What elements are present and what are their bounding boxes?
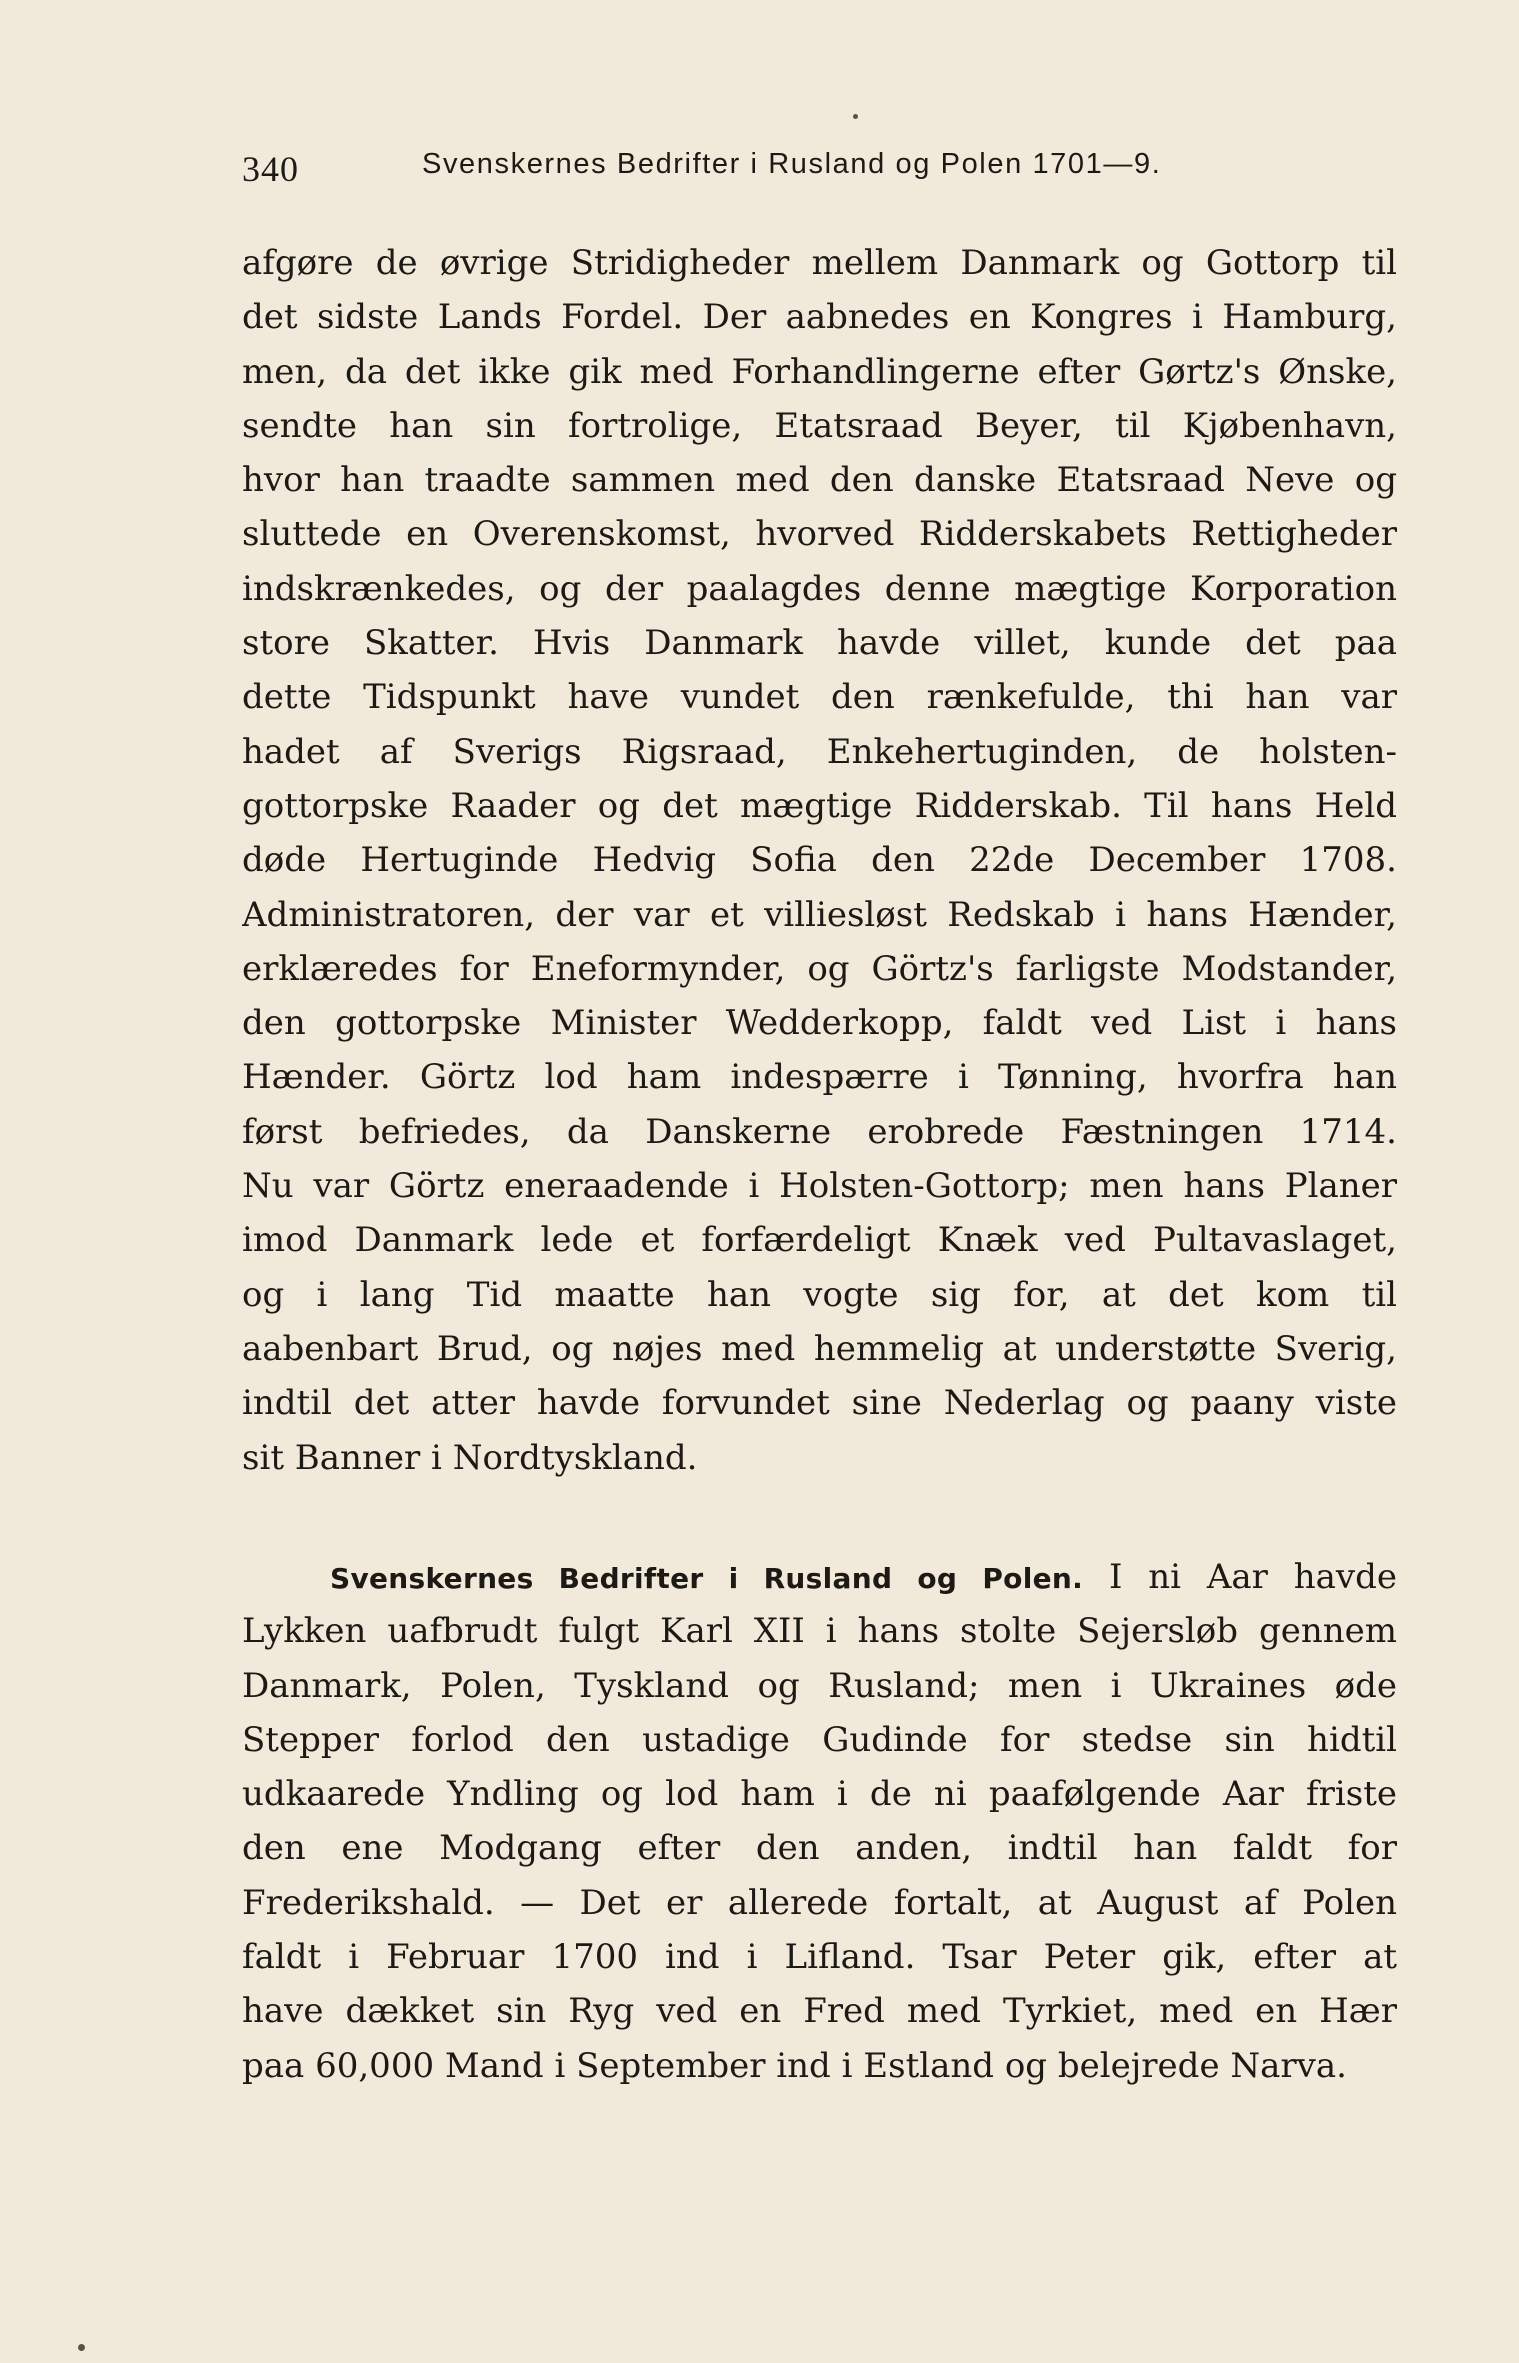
text-line: store Skatter. Hvis Danmark havde villet, kunde det paa	[242, 623, 1397, 664]
text-line: faldt i Februar 1700 ind i Lifland. Tsar Peter gik, efter at	[242, 1937, 1397, 1978]
top-ink-speck	[853, 114, 858, 119]
section-heading: Svenskernes Bedrifter i Rusland og Polen.	[330, 1562, 1084, 1595]
text-line: Nu var Görtz eneraadende i Holsten-Gottorp; men hans Planer	[242, 1166, 1397, 1207]
text-line: Lykken uafbrudt fulgt Karl XII i hans stolte Sejersløb gennem	[242, 1611, 1397, 1652]
text-line: indskrænkedes, og der paalagdes denne mægtige Korporation	[242, 568, 1397, 609]
section-paragraph	[242, 1550, 1397, 2093]
text-line: erklæredes for Eneformynder, og Görtz's farligste Modstander,	[242, 948, 1397, 989]
text-line: hadet af Sverigs Rigsraad, Enkehertuginden, de holsten-	[242, 731, 1397, 772]
text-line: Hænder. Görtz lod ham indespærre i Tønning, hvorfra han	[242, 1057, 1397, 1098]
section-first-line-text: I ni Aar havde	[1108, 1557, 1397, 1597]
text-line: den gottorpske Minister Wedderkopp, faldt ved List i hans	[242, 1003, 1397, 1044]
text-line: men, da det ikke gik med Forhandlingerne efter Gørtz's Ønske,	[242, 351, 1397, 392]
text-line: aabenbart Brud, og nøjes med hemmelig at understøtte Sverig,	[242, 1328, 1397, 1369]
text-line: og i lang Tid maatte han vogte sig for, at det kom til	[242, 1274, 1397, 1315]
bottom-ink-speck	[78, 2344, 85, 2351]
text-line: hvor han traadte sammen med den danske Etatsraad Neve og	[242, 460, 1397, 501]
text-line: Stepper forlod den ustadige Gudinde for stedse sin hidtil	[242, 1719, 1397, 1760]
text-line: sit Banner i Nordtyskland.	[242, 1437, 698, 1478]
text-line: indtil det atter havde forvundet sine Nederlag og paany viste	[242, 1383, 1397, 1424]
text-line: sendte han sin fortrolige, Etatsraad Beyer, til Kjøbenhavn,	[242, 405, 1397, 446]
text-line: døde Hertuginde Hedvig Sofia den 22de December 1708.	[242, 840, 1397, 881]
text-line: imod Danmark lede et forfærdeligt Knæk ved Pultavaslaget,	[242, 1220, 1397, 1261]
text-line: den ene Modgang efter den anden, indtil han faldt for	[242, 1828, 1397, 1869]
text-line: paa 60,000 Mand i September ind i Estland og belejrede Narva.	[242, 2045, 1347, 2086]
text-line: det sidste Lands Fordel. Der aabnedes en Kongres i Hamburg,	[242, 297, 1397, 338]
text-line: udkaarede Yndling og lod ham i de ni paafølgende Aar friste	[242, 1774, 1397, 1815]
text-line: Danmark, Polen, Tyskland og Rusland; men i Ukraines øde	[242, 1665, 1397, 1706]
text-line: afgøre de øvrige Stridigheder mellem Danmark og Gottorp til	[242, 243, 1397, 283]
page-header	[242, 140, 1392, 190]
paragraph-1	[242, 236, 1397, 1485]
running-title: Svenskernes Bedrifter i Rusland og Polen 1701—9.	[422, 148, 1162, 180]
text-line: Frederikshald. — Det er allerede fortalt, at August af Polen	[242, 1882, 1397, 1923]
text-line: sluttede en Overenskomst, hvorved Ridderskabets Rettigheder	[242, 514, 1397, 555]
text-line: gottorpske Raader og det mægtige Ridderskab. Til hans Held	[242, 785, 1397, 826]
text-line: have dækket sin Ryg ved en Fred med Tyrkiet, med en Hær	[242, 1991, 1397, 2032]
text-line: dette Tidspunkt have vundet den rænkefulde, thi han var	[242, 677, 1397, 718]
text-line: Administratoren, der var et villiesløst Redskab i hans Hænder,	[242, 894, 1397, 935]
section-first-line	[242, 1550, 1397, 1604]
text-line: først befriedes, da Danskerne erobrede Fæstningen 1714.	[242, 1111, 1397, 1152]
page-number: 340	[242, 149, 299, 189]
